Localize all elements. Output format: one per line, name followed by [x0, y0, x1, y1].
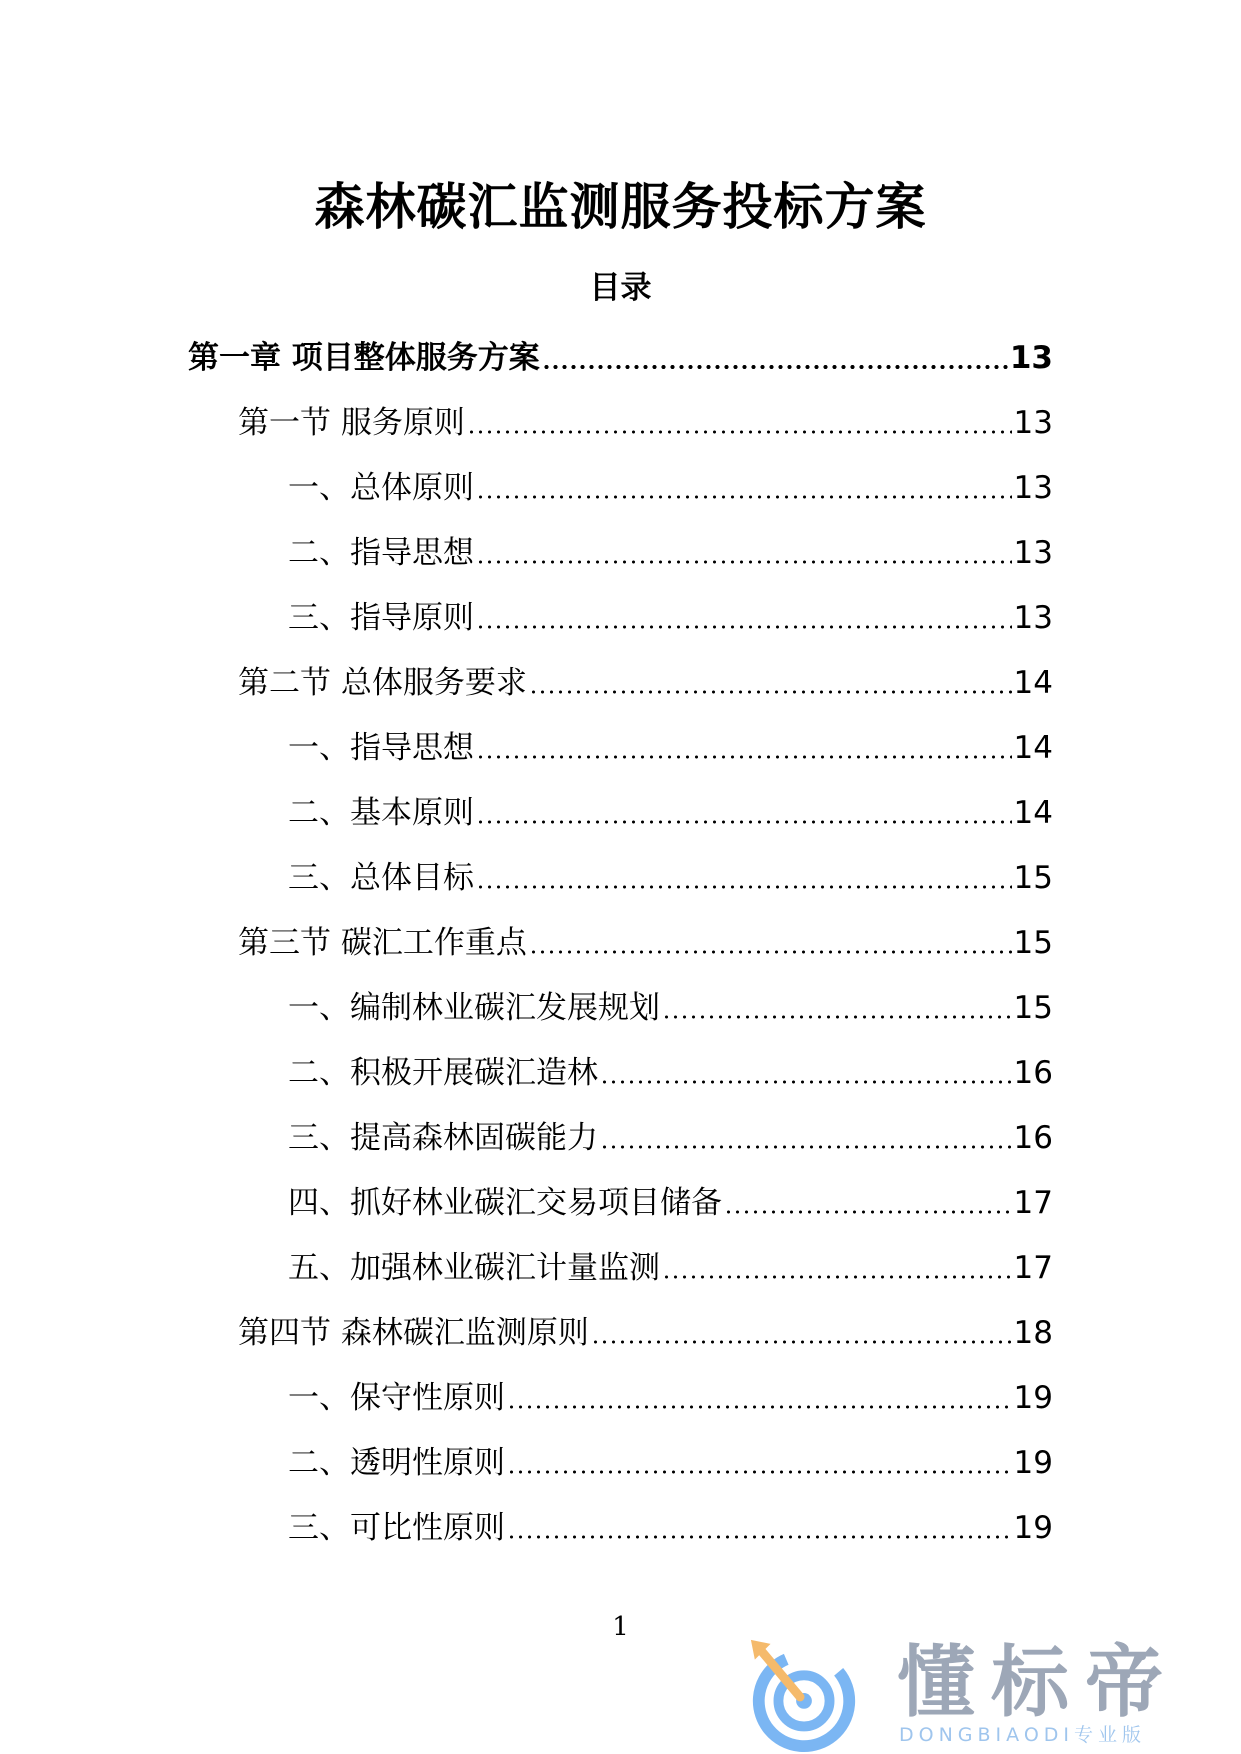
watermark-brand: 懂标帝 — [897, 1638, 1180, 1728]
toc-entry-section-3[interactable] — [238, 910, 1053, 975]
target-arrow-icon — [745, 1636, 863, 1754]
toc-entry-page: 15 — [1013, 859, 1053, 896]
toc-entry-subsection[interactable] — [288, 1040, 1053, 1105]
toc-entry-label: 二、基本原则 — [288, 794, 474, 831]
toc-entry-label: 五、加强林业碳汇计量监测 — [288, 1249, 660, 1286]
page-number: 1 — [612, 1612, 629, 1642]
dot-leader — [507, 1533, 1012, 1541]
toc-entry-subsection[interactable] — [288, 1495, 1053, 1560]
toc-entry-subsection[interactable] — [288, 1105, 1053, 1170]
toc-entry-page: 17 — [1013, 1249, 1053, 1286]
toc-entry-subsection[interactable] — [288, 1365, 1053, 1430]
toc-entry-page: 16 — [1013, 1119, 1053, 1156]
toc-entry-page: 16 — [1013, 1054, 1053, 1091]
toc-entry-subsection[interactable] — [288, 780, 1053, 845]
toc-entry-label: 二、指导思想 — [288, 534, 474, 571]
toc-entry-chapter-1[interactable] — [188, 325, 1053, 390]
toc-entry-page: 19 — [1013, 1444, 1053, 1481]
toc-entry-section-4[interactable] — [238, 1300, 1053, 1365]
toc-entry-page: 15 — [1013, 924, 1053, 961]
toc-entry-label: 一、保守性原则 — [288, 1379, 505, 1416]
dot-leader — [507, 1403, 1012, 1411]
dot-leader — [600, 1078, 1012, 1086]
toc-entry-subsection[interactable] — [288, 1235, 1053, 1300]
toc-entry-label: 一、编制林业碳汇发展规划 — [288, 989, 660, 1026]
toc-entry-page: 14 — [1013, 664, 1053, 701]
watermark-subtitle: DONGBIAODI专业版 — [899, 1724, 1147, 1746]
toc-entry-label: 一、指导思想 — [288, 729, 474, 766]
toc-entry-subsection[interactable] — [288, 715, 1053, 780]
toc-entry-section-1[interactable] — [238, 390, 1053, 455]
toc-entry-page: 14 — [1013, 794, 1053, 831]
toc-entry-subsection[interactable] — [288, 520, 1053, 585]
toc-entry-label: 三、提高森林固碳能力 — [288, 1119, 598, 1156]
toc-entry-label: 第二节 总体服务要求 — [238, 664, 527, 701]
toc-entry-subsection[interactable] — [288, 1170, 1053, 1235]
toc-entry-label: 四、抓好林业碳汇交易项目储备 — [288, 1184, 722, 1221]
watermark — [745, 1636, 1225, 1746]
toc-entry-page: 13 — [1013, 534, 1053, 571]
dot-leader — [476, 883, 1012, 891]
toc-entry-label: 二、积极开展碳汇造林 — [288, 1054, 598, 1091]
toc-entry-section-2[interactable] — [238, 650, 1053, 715]
dot-leader — [724, 1208, 1012, 1216]
toc-entry-label: 一、总体原则 — [288, 469, 474, 506]
toc-entry-label: 三、指导原则 — [288, 599, 474, 636]
toc-entry-subsection[interactable] — [288, 585, 1053, 650]
toc-entry-page: 19 — [1013, 1509, 1053, 1546]
toc-entry-page: 17 — [1013, 1184, 1053, 1221]
toc-entry-label: 三、可比性原则 — [288, 1509, 505, 1546]
toc-entry-page: 13 — [1009, 339, 1053, 376]
toc-entry-subsection[interactable] — [288, 455, 1053, 520]
dot-leader — [476, 818, 1012, 826]
dot-leader — [591, 1338, 1012, 1346]
dot-leader — [529, 688, 1012, 696]
toc-entry-label: 第一节 服务原则 — [238, 404, 465, 441]
toc-entry-label: 第三节 碳汇工作重点 — [238, 924, 527, 961]
toc-entry-subsection[interactable] — [288, 975, 1053, 1040]
toc-entry-page: 15 — [1013, 989, 1053, 1026]
dot-leader — [476, 558, 1012, 566]
toc-entry-subsection[interactable] — [288, 845, 1053, 910]
dot-leader — [542, 363, 1008, 371]
toc-entry-page: 19 — [1013, 1379, 1053, 1416]
dot-leader — [662, 1013, 1012, 1021]
dot-leader — [476, 493, 1012, 501]
toc-heading: 目录 — [589, 270, 652, 306]
toc-entry-page: 13 — [1013, 599, 1053, 636]
dot-leader — [529, 948, 1012, 956]
dot-leader — [600, 1143, 1012, 1151]
toc-entry-label: 二、透明性原则 — [288, 1444, 505, 1481]
toc-entry-page: 14 — [1013, 729, 1053, 766]
toc-entry-subsection[interactable] — [288, 1430, 1053, 1495]
dot-leader — [476, 623, 1012, 631]
dot-leader — [662, 1273, 1012, 1281]
toc-entry-label: 三、总体目标 — [288, 859, 474, 896]
dot-leader — [476, 753, 1012, 761]
dot-leader — [507, 1468, 1012, 1476]
toc-entry-page: 18 — [1013, 1314, 1053, 1351]
toc-entry-label: 第一章 项目整体服务方案 — [188, 339, 540, 376]
document-title: 森林碳汇监测服务投标方案 — [314, 178, 927, 236]
toc-entry-page: 13 — [1013, 404, 1053, 441]
toc-entry-label: 第四节 森林碳汇监测原则 — [238, 1314, 589, 1351]
toc-entry-page: 13 — [1013, 469, 1053, 506]
dot-leader — [467, 428, 1012, 436]
